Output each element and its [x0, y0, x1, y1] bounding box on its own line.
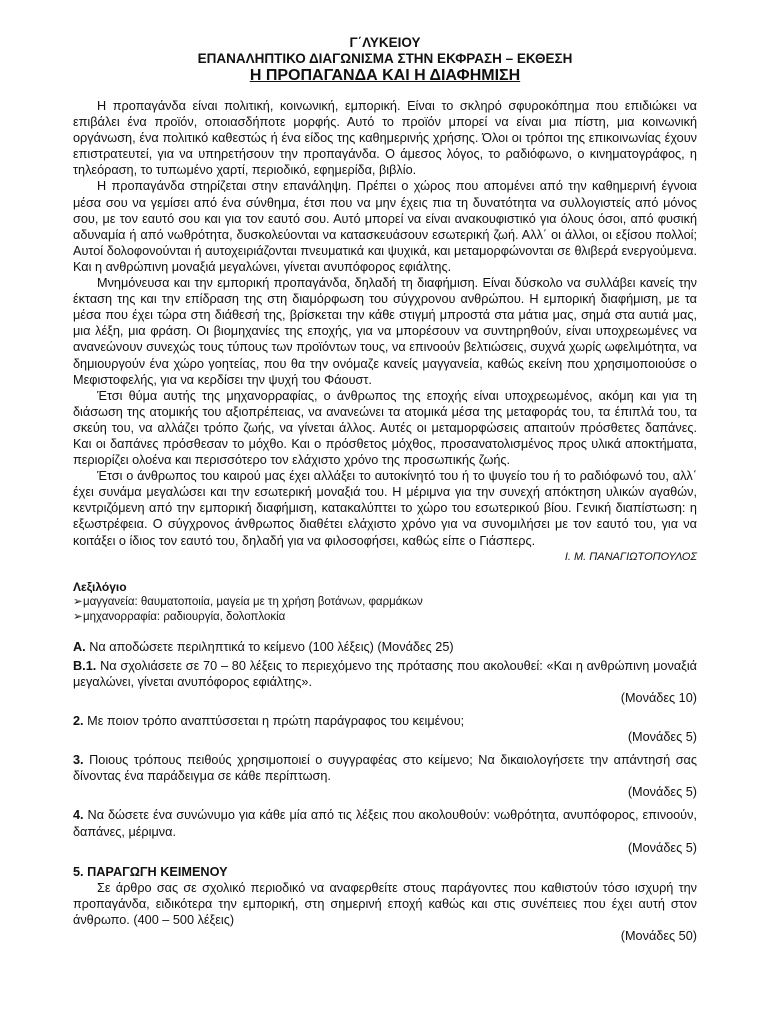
- paragraph-4: Έτσι θύμα αυτής της μηχανορραφίας, ο άνθρωπος της εποχής είναι υποχρεωμένος, ακόμη και για τη διάσωση της ατομικής του αξιοπρέπειας, να ανανεώνει τα ατομικά μέσα της μεταφοράς του, τα έπιπλά του, τα σκεύη του, να αλλάζει τρόπο ζωής, να γίνεται άλλος. Αυτές οι μεταμορφώσεις απαιτούν πρόσθετες δαπάνες. Και οι δαπάνες πρόσθεσαν το μόχθο. Και ο πρόσθετος μόχθος, προσανατολισμένος προς υλικά αποκτήματα, περιορίζει ολοένα και περισσότερο τον ελάχιστο χρόνο της προσωπικής ζωής.: [73, 388, 697, 468]
- question-5-heading: 5. ΠΑΡΑΓΩΓΗ ΚΕΙΜΕΝΟΥ: [73, 864, 228, 879]
- question-a: Α. Να αποδώσετε περιληπτικά το κείμενο (100 λέξεις) (Μονάδες 25): [73, 639, 454, 654]
- paragraph-5: Έτσι ο άνθρωπος του καιρού μας έχει αλλάξει το αυτοκίνητό του ή το ψυγείο του ή το ραδιόφωνό του, αλλ΄ έχει συνάμα μεγαλώσει και την εσωτερική μοναξιά του. Η μέριμνα για την συνεχή απόκτηση υλικών αγαθών, κεντριζόμενη από την εμπορική διαφήμιση, κατακαλύπτει το χώρο του εσωτερικού βίου. Γενική διαπίστωση: η εξωστρέφεια. Ο σύγχρονος άνθρωπος διαθέτει ελάχιστο χρόνο για να συνομιλήσει με τον εαυτό του, για να κοιτάξει ο ίδιος τον εαυτό του, δηλαδή για να φιλοσοφήσει, καθώς είπε ο Γιάσπερς.: [73, 469, 697, 548]
- glossary-heading: Λεξιλόγιο: [73, 579, 127, 594]
- marks-5: (Μονάδες 50): [620, 929, 697, 944]
- question-5-text: Σε άρθρο σας σε σχολικό περιοδικό να αναφερθείτε στους παράγοντες που καθιστούν τόσο ισχυρή την προπαγάνδα, ειδικότερα την εμπορική, στη σημερινή εποχή καθώς και στις συνέπειες που έχει αυτή στον άνθρωπο. (400 – 500 λέξεις): [73, 880, 697, 927]
- marks-4: (Μονάδες 5): [627, 840, 697, 855]
- author-name: Ι. Μ. ΠΑΝΑΓΙΩΤΟΠΟΥΛΟΣ: [564, 550, 697, 563]
- glossary-item: ➢μηχανορραφία: ραδιουργία, δολοπλοκία: [73, 610, 697, 626]
- marks-2: (Μονάδες 5): [627, 730, 697, 745]
- questions-section: [73, 639, 697, 945]
- grade-label: Γ΄ΛΥΚΕΙΟΥ: [349, 35, 421, 50]
- paragraph-1: Η προπαγάνδα είναι πολιτική, κοινωνική, εμπορική. Είναι το σκληρό σφυροκόπημα που επιδιώκει να επιβάλει ένα προϊόν, οποιασδήποτε μορφής. Αυτό το προϊόν μπορεί να είναι μια πίστη, μια κοινωνική οργάνωση, ένα πολιτικό καθεστώς ή ένα είδος της καθημερινής χρήσης. Όλοι οι τρόποι της επικοινωνίας έχουν επιστρατευτεί, για να υπηρετήσουν την προπαγάνδα. Ο άμεσος λόγος, το ραδιόφωνο, ο κινηματογράφος, η τηλεόραση, το τυπωμένο χαρτί, περιοδικό, εφημερίδα, βιβλίο.: [73, 99, 697, 178]
- question-2: 2. Με ποιον τρόπο αναπτύσσεται η πρώτη παράγραφος του κειμένου;: [73, 714, 465, 728]
- page-title: Η ΠΡΟΠΑΓΑΝΔΑ ΚΑΙ Η ΔΙΑΦΗΜΙΣΗ: [249, 67, 521, 84]
- arrow-bullet-icon: ➢: [73, 595, 83, 608]
- marks-3: (Μονάδες 5): [627, 785, 697, 800]
- article-body: [73, 98, 697, 549]
- question-b1: Β.1. Να σχολιάσετε σε 70 – 80 λέξεις το περιεχόμενο της πρότασης που ακολουθεί: «Και η ανθρώπινη μοναξιά μεγαλώνει, γίνεται ανυπόφορος εφιάλτης».: [73, 658, 697, 689]
- exam-page: [73, 35, 697, 951]
- glossary-item: ➢μαγγανεία: θαυματοποιία, μαγεία με τη χρήση βοτάνων, φαρμάκων: [73, 595, 697, 611]
- exam-title: ΕΠΑΝΑΛΗΠΤΙΚΟ ΔΙΑΓΩΝΙΣΜΑ ΣΤΗΝ ΕΚΦΡΑΣΗ – ΕΚΘΕΣΗ: [197, 51, 573, 66]
- paragraph-2: Η προπαγάνδα στηρίζεται στην επανάληψη. Πρέπει ο χώρος που απομένει από την καθημερινή έγνοια μέσα σου να γεμίσει από ένα σύνθημα, έτσι που να μην έχεις πια τη δυνατότητα να συλλογιστείς από μόνος σου, με τον εαυτό σου και για τον εαυτό σου. Αυτό μπορεί να είναι ανακουφιστικό για όλους όσοι, από φυσική αδυναμία ή από νωθρότητα, δυσκολεύονται να κατασκευάσουν εσωτερική ζωή. Αλλ΄ οι άλλοι, οι εξίσου πολλοί; Αυτοί δολοφονούνται ή αυτοχειριάζονται πνευματικά και ψυχικά, και μεταμορφώνονται σε θλιβερά ενεργούμενα. Και η ανθρώπινη μοναξιά μεγαλώνει, γίνεται ανυπόφορος εφιάλτης.: [73, 179, 697, 274]
- arrow-bullet-icon: ➢: [73, 611, 83, 624]
- question-4: 4. Να δώσετε ένα συνώνυμο για κάθε μία από τις λέξεις που ακολουθούν: νωθρότητα, ανυπόφορος, επινοούν, δαπάνες, μέριμνα.: [73, 808, 697, 839]
- marks-b1: (Μονάδες 10): [620, 690, 697, 705]
- question-3: 3. Ποιους τρόπους πειθούς χρησιμοποιεί ο συγγραφέας στο κείμενο; Να δικαιολογήσετε την απάντησή σας δίνοντας ένα παράδειγμα σε κάθε περίπτωση.: [73, 753, 697, 784]
- paragraph-3: Μνημόνευσα και την εμπορική προπαγάνδα, δηλαδή τη διαφήμιση. Είναι δύσκολο να συλλάβει κανείς την έκταση της και την επίδραση της στη διαμόρφωση του σύγχρονου ανθρώπου. Η εμπορική διαφήμιση, με τα μέσα που έχει τώρα στη διάθεσή της, βρίσκεται την κάθε στιγμή μπροστά στα μάτια μας, σημά στα αυτιά μας, μια λέξη, μια φράση. Οι βιομηχανίες της εποχής, για να μπορέσουν να συντηρηθούν, είναι υποχρεωμένες να ανανεώνουν συνεχώς τους τύπους των προϊόντων τους, να επινοούν βελτιώσεις, συχνά χωρίς ωφελιμότητα, να δημιουργούν ένα χώρο γοητείας, που θα την ονόμαζε κανείς μαγγανεία, καθώς εκείνη που χρησιμοποιούσε ο Μεφιστοφελής, για να κερδίσει την ψυχή του Φάουστ.: [73, 276, 697, 387]
